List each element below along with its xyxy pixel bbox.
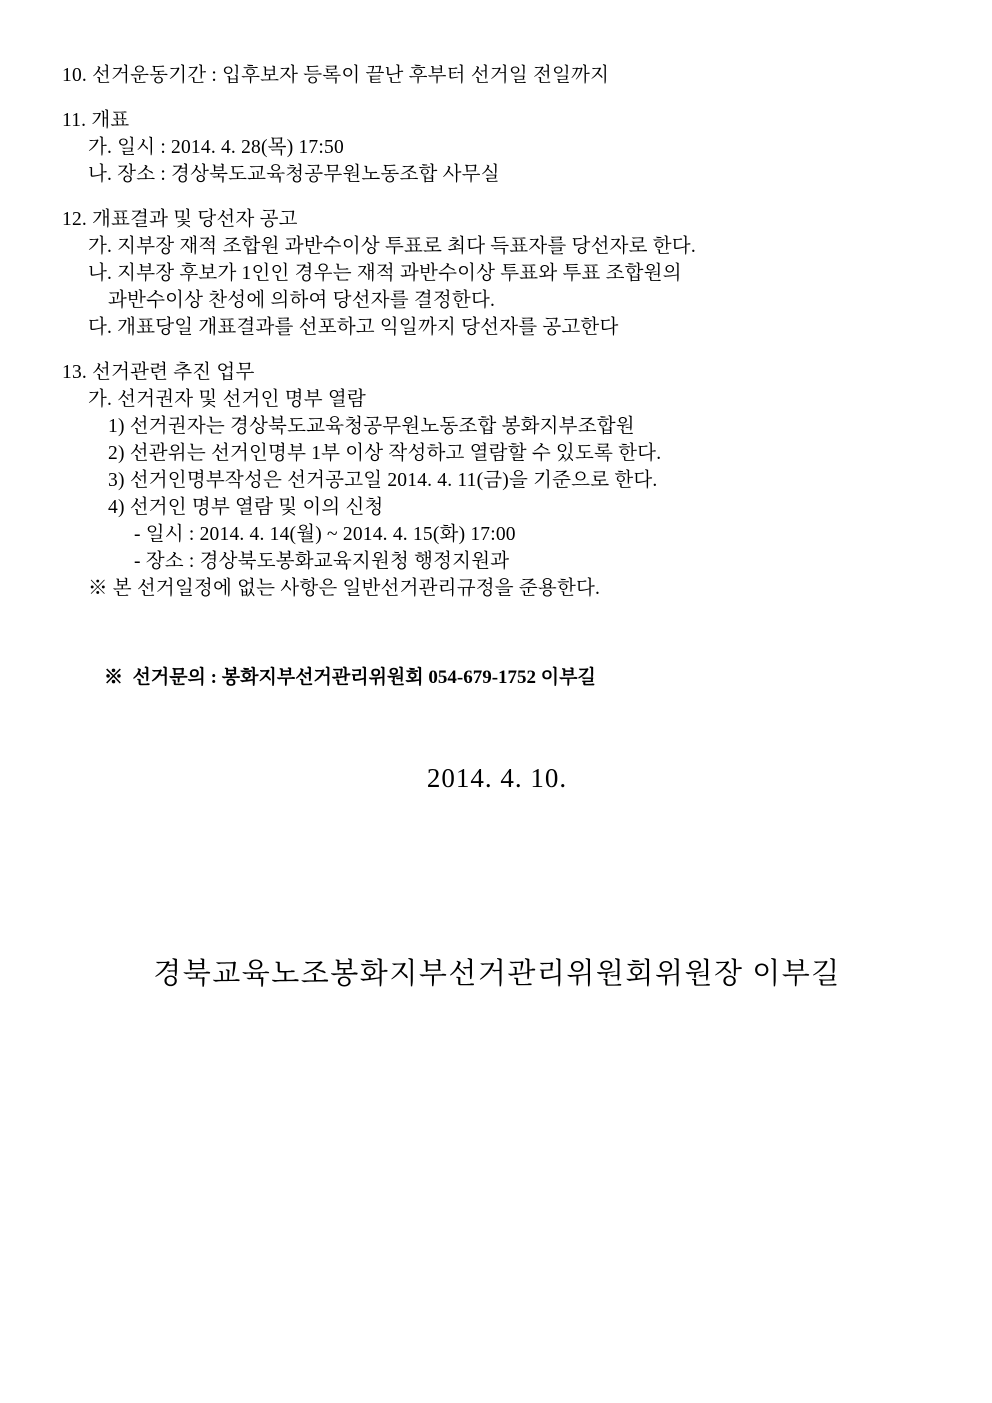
document-line: 10. 선거운동기간 : 입후보자 등록이 끝난 후부터 선거일 전일까지 [62, 65, 610, 86]
document-line: 과반수이상 찬성에 의하여 당선자를 결정한다. [108, 290, 496, 311]
document-body [62, 62, 932, 993]
document-note-line: ※ 본 선거일정에 없는 사항은 일반선거관리규정을 준용한다. [88, 578, 601, 599]
document-line: 12. 개표결과 및 당선자 공고 [62, 209, 298, 230]
document-line: 나. 장소 : 경상북도교육청공무원노동조합 사무실 [88, 164, 500, 185]
document-signature: 경북교육노조봉화지부선거관리위원회위원장 이부길 [153, 958, 841, 990]
spacer [62, 620, 932, 664]
section-12 [62, 206, 932, 341]
document-line: - 일시 : 2014. 4. 14(월) ~ 2014. 4. 15(화) 17:00 [134, 524, 516, 545]
document-date: 2014. 4. 10. [426, 763, 568, 793]
document-line: 가. 일시 : 2014. 4. 28(목) 17:50 [88, 137, 344, 158]
document-line: 가. 선거권자 및 선거인 명부 열람 [88, 389, 366, 410]
document-line: 2) 선관위는 선거인명부 1부 이상 작성하고 열람할 수 있도록 한다. [108, 443, 662, 464]
document-line: 다. 개표당일 개표결과를 선포하고 익일까지 당선자를 공고한다 [88, 317, 619, 338]
document-line: - 장소 : 경상북도봉화교육지원청 행정지원과 [134, 551, 510, 572]
document-line: 1) 선거권자는 경상북도교육청공무원노동조합 봉화지부조합원 [108, 416, 635, 437]
document-line: 11. 개표 [62, 110, 130, 131]
document-line: 13. 선거관련 추진 업무 [62, 362, 255, 383]
document-line: 3) 선거인명부작성은 선거공고일 2014. 4. 11(금)을 기준으로 한다. [108, 470, 658, 491]
document-line: 가. 지부장 재적 조합원 과반수이상 투표로 최다 득표자를 당선자로 한다. [88, 236, 696, 257]
contact-line: ※ 선거문의 : 봉화지부선거관리위원회 054-679-1752 이부길 [104, 667, 596, 688]
section-10 [62, 62, 932, 89]
document-line: 나. 지부장 후보가 1인인 경우는 재적 과반수이상 투표와 투표 조합원의 [88, 263, 682, 284]
section-13 [62, 359, 932, 602]
section-11 [62, 107, 932, 188]
document-line: 4) 선거인 명부 열람 및 이의 신청 [108, 497, 384, 518]
